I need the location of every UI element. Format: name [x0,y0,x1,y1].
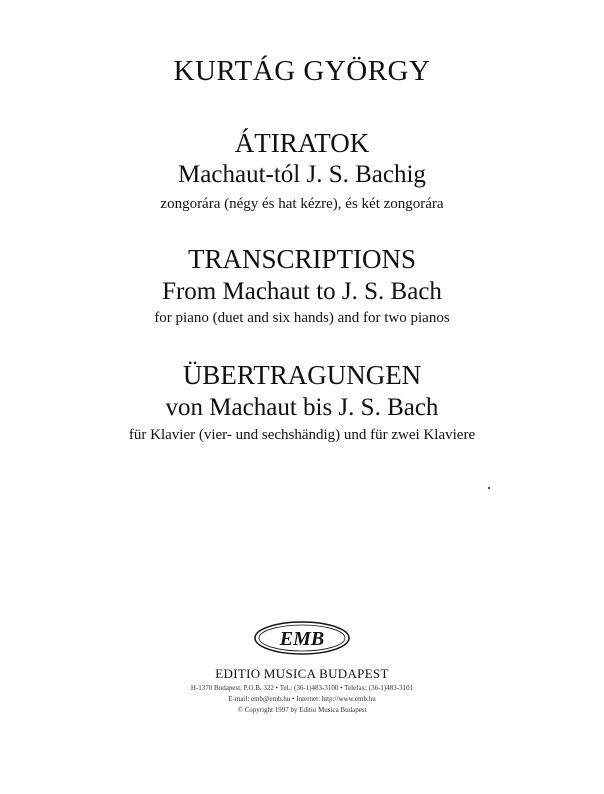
german-description: für Klavier (vier- und sechshändig) und für zwei Klaviere [128,427,476,443]
english-description: for piano (duet and six hands) and for two pianos [154,310,450,326]
german-title: ÜBERTRAGUNGEN [182,360,422,390]
publisher-name: EDITIO MUSICA BUDAPEST [215,666,389,681]
emb-logo-text: EMB [279,628,325,650]
publisher-contact: E-mail: emb@emb.hu • Internet: http://www.emb.hu [228,695,376,703]
hungarian-title: ÁTIRATOK [234,128,370,158]
scan-speck [488,487,490,489]
hungarian-description: zongorára (négy és hat kézre), és két zongorára [160,196,444,212]
hungarian-subtitle: Machaut-tól J. S. Bachig [178,161,426,188]
german-subtitle: von Machaut bis J. S. Bach [165,394,439,421]
publisher-copyright: © Copyright 1997 by Editio Musica Budapest [237,706,367,714]
publisher-address: H-1370 Budapest, P.O.B. 322 • Tel.: (36-1)483-3100 • Telefax: (36-1)483-3101 [190,684,414,692]
emb-logo [252,620,352,656]
composer-name: KURTÁG GYÖRGY [173,55,431,87]
english-subtitle: From Machaut to J. S. Bach [162,278,442,305]
english-title: TRANSCRIPTIONS [187,244,417,274]
